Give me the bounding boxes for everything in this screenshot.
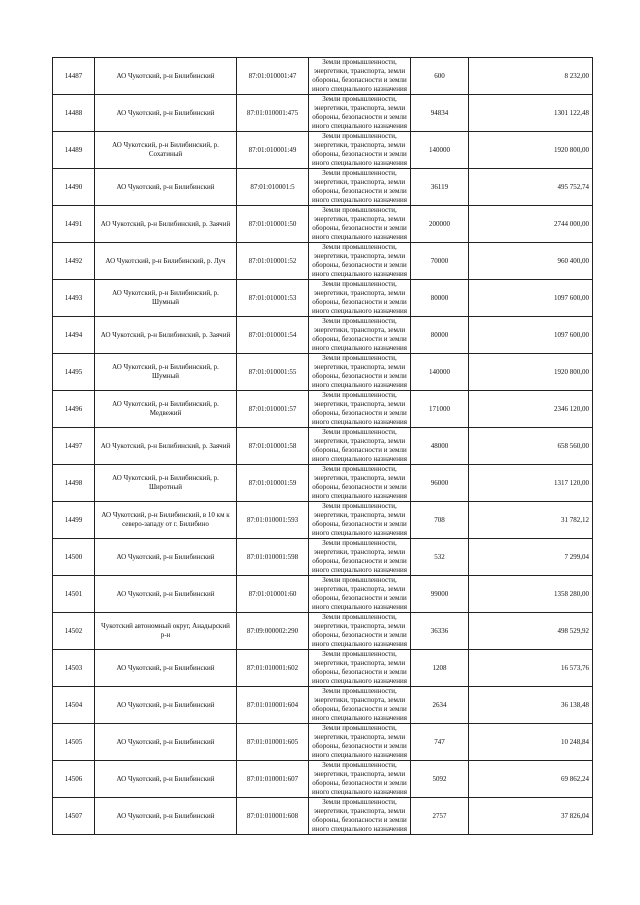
record-number-cell: 14497 [53, 428, 95, 465]
land-category-cell: Земли промышленности, энергетики, транспорта, земли обороны, безопасности и земли иного специального назначения [309, 502, 411, 539]
land-category-cell: Земли промышленности, энергетики, транспорта, земли обороны, безопасности и земли иного специального назначения [309, 724, 411, 761]
cadastral-value-cell: 1920 800,00 [469, 354, 593, 391]
parcel-area-cell: 48000 [411, 428, 469, 465]
cadastral-number-cell: 87:01:010001:598 [237, 539, 309, 576]
cadastral-number-cell: 87:01:010001:47 [237, 58, 309, 95]
record-number-cell: 14503 [53, 650, 95, 687]
cadastral-value-cell: 2346 120,00 [469, 391, 593, 428]
table-row [53, 132, 593, 169]
parcel-address-cell: АО Чукотский, р-н Билибинский, р. Заячий [95, 206, 237, 243]
cadastral-number-cell: 87:01:010001:475 [237, 95, 309, 132]
parcel-address-cell: АО Чукотский, р-н Билибинский [95, 58, 237, 95]
table-row [53, 687, 593, 724]
land-registry-table [52, 57, 593, 835]
land-category-cell: Земли промышленности, энергетики, транспорта, земли обороны, безопасности и земли иного специального назначения [309, 169, 411, 206]
land-category-cell: Земли промышленности, энергетики, транспорта, земли обороны, безопасности и земли иного специального назначения [309, 465, 411, 502]
parcel-address-cell: АО Чукотский, р-н Билибинский, р. Заячий [95, 317, 237, 354]
table-row [53, 428, 593, 465]
parcel-area-cell: 2757 [411, 798, 469, 835]
table-row [53, 724, 593, 761]
table-row [53, 576, 593, 613]
record-number-cell: 14502 [53, 613, 95, 650]
cadastral-number-cell: 87:01:010001:50 [237, 206, 309, 243]
record-number-cell: 14505 [53, 724, 95, 761]
cadastral-value-cell: 1097 600,00 [469, 317, 593, 354]
parcel-area-cell: 140000 [411, 132, 469, 169]
table-row [53, 650, 593, 687]
table-row [53, 391, 593, 428]
table-row [53, 613, 593, 650]
parcel-area-cell: 171000 [411, 391, 469, 428]
parcel-area-cell: 94834 [411, 95, 469, 132]
cadastral-number-cell: 87:01:010001:608 [237, 798, 309, 835]
cadastral-value-cell: 495 752,74 [469, 169, 593, 206]
cadastral-value-cell: 16 573,76 [469, 650, 593, 687]
cadastral-number-cell: 87:01:010001:55 [237, 354, 309, 391]
land-category-cell: Земли промышленности, энергетики, транспорта, земли обороны, безопасности и земли иного специального назначения [309, 206, 411, 243]
land-category-cell: Земли промышленности, энергетики, транспорта, земли обороны, безопасности и земли иного специального назначения [309, 576, 411, 613]
record-number-cell: 14496 [53, 391, 95, 428]
cadastral-number-cell: 87:01:010001:53 [237, 280, 309, 317]
record-number-cell: 14498 [53, 465, 95, 502]
parcel-area-cell: 140000 [411, 354, 469, 391]
record-number-cell: 14504 [53, 687, 95, 724]
land-category-cell: Земли промышленности, энергетики, транспорта, земли обороны, безопасности и земли иного специального назначения [309, 798, 411, 835]
land-category-cell: Земли промышленности, энергетики, транспорта, земли обороны, безопасности и земли иного специального назначения [309, 428, 411, 465]
parcel-area-cell: 80000 [411, 317, 469, 354]
cadastral-value-cell: 960 400,00 [469, 243, 593, 280]
parcel-address-cell: Чукотский автономный округ, Анадырский р-н [95, 613, 237, 650]
record-number-cell: 14499 [53, 502, 95, 539]
table-row [53, 206, 593, 243]
cadastral-value-cell: 2744 000,00 [469, 206, 593, 243]
parcel-area-cell: 99000 [411, 576, 469, 613]
parcel-area-cell: 96000 [411, 465, 469, 502]
land-category-cell: Земли промышленности, энергетики, транспорта, земли обороны, безопасности и земли иного специального назначения [309, 613, 411, 650]
table-row [53, 798, 593, 835]
parcel-address-cell: АО Чукотский, р-н Билибинский [95, 169, 237, 206]
cadastral-value-cell: 1920 800,00 [469, 132, 593, 169]
cadastral-number-cell: 87:01:010001:604 [237, 687, 309, 724]
record-number-cell: 14490 [53, 169, 95, 206]
cadastral-number-cell: 87:01:010001:5 [237, 169, 309, 206]
land-category-cell: Земли промышленности, энергетики, транспорта, земли обороны, безопасности и земли иного специального назначения [309, 354, 411, 391]
table-row [53, 465, 593, 502]
table-row [53, 502, 593, 539]
cadastral-value-cell: 10 248,84 [469, 724, 593, 761]
parcel-area-cell: 2634 [411, 687, 469, 724]
record-number-cell: 14489 [53, 132, 95, 169]
cadastral-number-cell: 87:01:010001:57 [237, 391, 309, 428]
cadastral-number-cell: 87:01:010001:602 [237, 650, 309, 687]
land-category-cell: Земли промышленности, энергетики, транспорта, земли обороны, безопасности и земли иного специального назначения [309, 132, 411, 169]
land-category-cell: Земли промышленности, энергетики, транспорта, земли обороны, безопасности и земли иного специального назначения [309, 650, 411, 687]
parcel-area-cell: 600 [411, 58, 469, 95]
parcel-address-cell: АО Чукотский, р-н Билибинский, р. Широтный [95, 465, 237, 502]
parcel-area-cell: 708 [411, 502, 469, 539]
record-number-cell: 14494 [53, 317, 95, 354]
parcel-address-cell: АО Чукотский, р-н Билибинский [95, 761, 237, 798]
parcel-address-cell: АО Чукотский, р-н Билибинский [95, 724, 237, 761]
record-number-cell: 14487 [53, 58, 95, 95]
record-number-cell: 14501 [53, 576, 95, 613]
land-category-cell: Земли промышленности, энергетики, транспорта, земли обороны, безопасности и земли иного специального назначения [309, 95, 411, 132]
cadastral-number-cell: 87:01:010001:52 [237, 243, 309, 280]
cadastral-value-cell: 36 138,48 [469, 687, 593, 724]
cadastral-value-cell: 1317 120,00 [469, 465, 593, 502]
parcel-address-cell: АО Чукотский, р-н Билибинский, в 10 км к северо-западу от г. Билибино [95, 502, 237, 539]
cadastral-value-cell: 1301 122,48 [469, 95, 593, 132]
land-category-cell: Земли промышленности, энергетики, транспорта, земли обороны, безопасности и земли иного специального назначения [309, 391, 411, 428]
parcel-address-cell: АО Чукотский, р-н Билибинский, р. Сохатиный [95, 132, 237, 169]
cadastral-value-cell: 658 560,00 [469, 428, 593, 465]
record-number-cell: 14488 [53, 95, 95, 132]
cadastral-number-cell: 87:01:010001:49 [237, 132, 309, 169]
parcel-address-cell: АО Чукотский, р-н Билибинский, р. Заячий [95, 428, 237, 465]
land-category-cell: Земли промышленности, энергетики, транспорта, земли обороны, безопасности и земли иного специального назначения [309, 317, 411, 354]
parcel-address-cell: АО Чукотский, р-н Билибинский, р. Шумный [95, 354, 237, 391]
parcel-address-cell: АО Чукотский, р-н Билибинский [95, 539, 237, 576]
record-number-cell: 14495 [53, 354, 95, 391]
parcel-area-cell: 70000 [411, 243, 469, 280]
parcel-address-cell: АО Чукотский, р-н Билибинский [95, 650, 237, 687]
cadastral-number-cell: 87:01:010001:605 [237, 724, 309, 761]
parcel-address-cell: АО Чукотский, р-н Билибинский, р. Шумный [95, 280, 237, 317]
record-number-cell: 14491 [53, 206, 95, 243]
parcel-area-cell: 5092 [411, 761, 469, 798]
table-row [53, 169, 593, 206]
table-row [53, 95, 593, 132]
record-number-cell: 14506 [53, 761, 95, 798]
cadastral-number-cell: 87:01:010001:54 [237, 317, 309, 354]
parcel-area-cell: 36119 [411, 169, 469, 206]
land-category-cell: Земли промышленности, энергетики, транспорта, земли обороны, безопасности и земли иного специального назначения [309, 539, 411, 576]
parcel-address-cell: АО Чукотский, р-н Билибинский [95, 95, 237, 132]
cadastral-number-cell: 87:01:010001:60 [237, 576, 309, 613]
cadastral-value-cell: 1097 600,00 [469, 280, 593, 317]
land-category-cell: Земли промышленности, энергетики, транспорта, земли обороны, безопасности и земли иного специального назначения [309, 243, 411, 280]
record-number-cell: 14507 [53, 798, 95, 835]
parcel-area-cell: 747 [411, 724, 469, 761]
table-row [53, 58, 593, 95]
parcel-area-cell: 36336 [411, 613, 469, 650]
cadastral-value-cell: 498 529,92 [469, 613, 593, 650]
parcel-address-cell: АО Чукотский, р-н Билибинский [95, 687, 237, 724]
land-category-cell: Земли промышленности, энергетики, транспорта, земли обороны, безопасности и земли иного специального назначения [309, 761, 411, 798]
parcel-area-cell: 1208 [411, 650, 469, 687]
parcel-area-cell: 532 [411, 539, 469, 576]
cadastral-number-cell: 87:01:010001:607 [237, 761, 309, 798]
cadastral-value-cell: 1358 280,00 [469, 576, 593, 613]
parcel-area-cell: 200000 [411, 206, 469, 243]
table-row [53, 280, 593, 317]
cadastral-value-cell: 69 862,24 [469, 761, 593, 798]
table-row [53, 243, 593, 280]
land-category-cell: Земли промышленности, энергетики, транспорта, земли обороны, безопасности и земли иного специального назначения [309, 58, 411, 95]
parcel-area-cell: 80000 [411, 280, 469, 317]
cadastral-number-cell: 87:01:010001:59 [237, 465, 309, 502]
cadastral-value-cell: 8 232,00 [469, 58, 593, 95]
record-number-cell: 14492 [53, 243, 95, 280]
record-number-cell: 14493 [53, 280, 95, 317]
land-category-cell: Земли промышленности, энергетики, транспорта, земли обороны, безопасности и земли иного специального назначения [309, 280, 411, 317]
cadastral-number-cell: 87:09:000002:290 [237, 613, 309, 650]
parcel-address-cell: АО Чукотский, р-н Билибинский, р. Медвежий [95, 391, 237, 428]
parcel-address-cell: АО Чукотский, р-н Билибинский [95, 798, 237, 835]
table-row [53, 761, 593, 798]
registry-table-body [53, 58, 593, 835]
table-row [53, 317, 593, 354]
cadastral-number-cell: 87:01:010001:58 [237, 428, 309, 465]
cadastral-value-cell: 7 299,04 [469, 539, 593, 576]
cadastral-number-cell: 87:01:010001:593 [237, 502, 309, 539]
land-category-cell: Земли промышленности, энергетики, транспорта, земли обороны, безопасности и земли иного специального назначения [309, 687, 411, 724]
cadastral-value-cell: 37 826,04 [469, 798, 593, 835]
parcel-address-cell: АО Чукотский, р-н Билибинский [95, 576, 237, 613]
record-number-cell: 14500 [53, 539, 95, 576]
table-row [53, 539, 593, 576]
parcel-address-cell: АО Чукотский, р-н Билибинский, р. Луч [95, 243, 237, 280]
table-row [53, 354, 593, 391]
cadastral-value-cell: 31 782,12 [469, 502, 593, 539]
